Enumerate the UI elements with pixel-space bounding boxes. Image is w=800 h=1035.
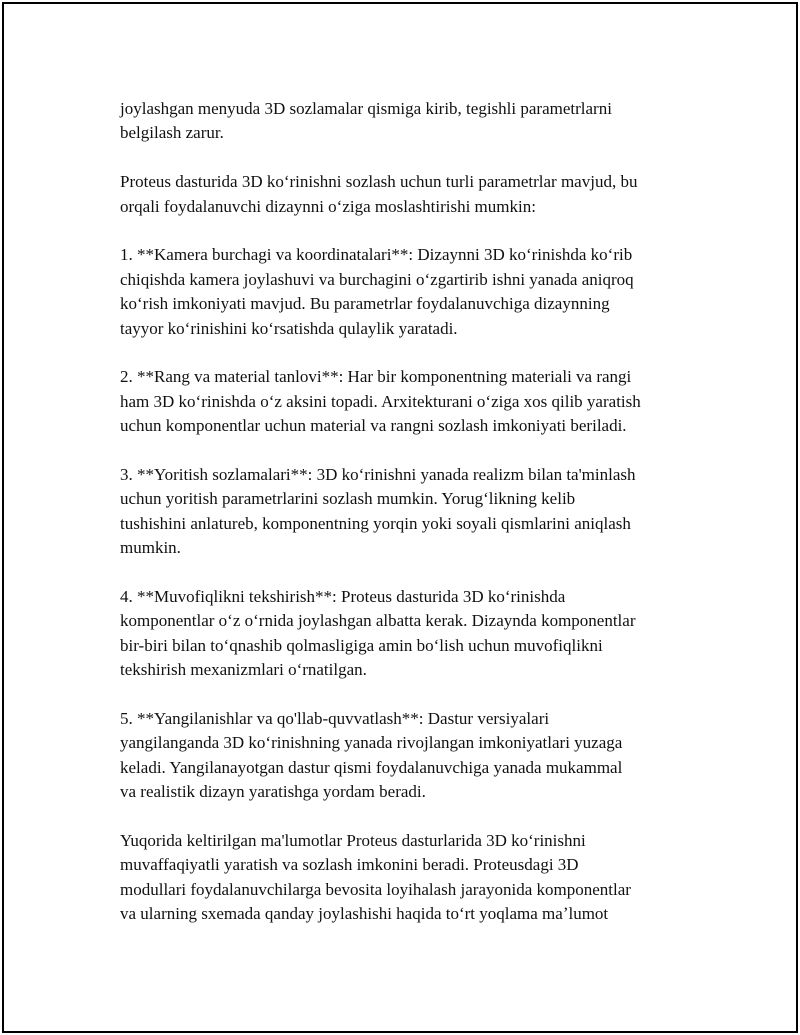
paragraph-conclusion: Yuqorida keltirilgan ma'lumotlar Proteus dasturlarida 3D koʻrinishni muvaffaqiyatli yaratish va sozlash imkonini beradi. Proteusdagi 3D modullari foydalanuvchilarga bevosita loyihalash jarayonida komponentlar va ularning sxemada qanday joylashishi haqida toʻrt yoqlama maʼlumot bbox=[120, 831, 631, 924]
document-page bbox=[2, 2, 798, 1033]
document-body bbox=[120, 97, 700, 951]
list-item-color-material: 2. **Rang va material tanlovi**: Har bir komponentning materiali va rangi ham 3D koʻrinishda oʻz aksini topadi. Arxitekturani oʻziga xos qilib yaratish uchun komponentlar uchun material va rangni sozlash imkoniyati beriladi. bbox=[120, 367, 641, 436]
paragraph-parameters-overview: Proteus dasturida 3D koʻrinishni sozlash uchun turli parametrlar mavjud, bu orqali foydalanuvchi dizaynni oʻziga moslashtirishi mumkin: bbox=[120, 172, 638, 216]
paragraph-intro-continuation: joylashgan menyuda 3D sozlamalar qismiga kirib, tegishli parametrlarni belgilash zarur. bbox=[120, 99, 612, 143]
list-item-lighting: 3. **Yoritish sozlamalari**: 3D koʻrinishni yanada realizm bilan ta'minlash uchun yoritish parametrlarini sozlash mumkin. Yorugʻlikning kelib tushishini anlatureb, komponentning yorqin yoki soyali qismlarini aniqlash mumkin. bbox=[120, 465, 636, 558]
list-item-camera: 1. **Kamera burchagi va koordinatalari**: Dizaynni 3D koʻrinishda koʻrib chiqishda kamera joylashuvi va burchagini oʻzgartirib ishni yanada aniqroq koʻrish imkoniyati mavjud. Bu parametrlar foydalanuvchiga dizaynning tayyor koʻrinishini koʻrsatishda qulaylik yaratadi. bbox=[120, 245, 634, 338]
list-item-updates: 5. **Yangilanishlar va qo'llab-quvvatlash**: Dastur versiyalari yangilanganda 3D koʻrinishning yanada rivojlangan imkoniyatlari yuzaga keladi. Yangilanayotgan dastur qismi foydalanuvchiga yanada mukammal va realistik dizayn yaratishga yordam beradi. bbox=[120, 709, 623, 802]
list-item-compatibility: 4. **Muvofiqlikni tekshirish**: Proteus dasturida 3D koʻrinishda komponentlar oʻz oʻrnida joylashgan albatta kerak. Dizaynda komponentlar bir-biri bilan toʻqnashib qolmasligiga amin boʻlish uchun muvofiqlikni tekshirish mexanizmlari oʻrnatilgan. bbox=[120, 587, 636, 680]
